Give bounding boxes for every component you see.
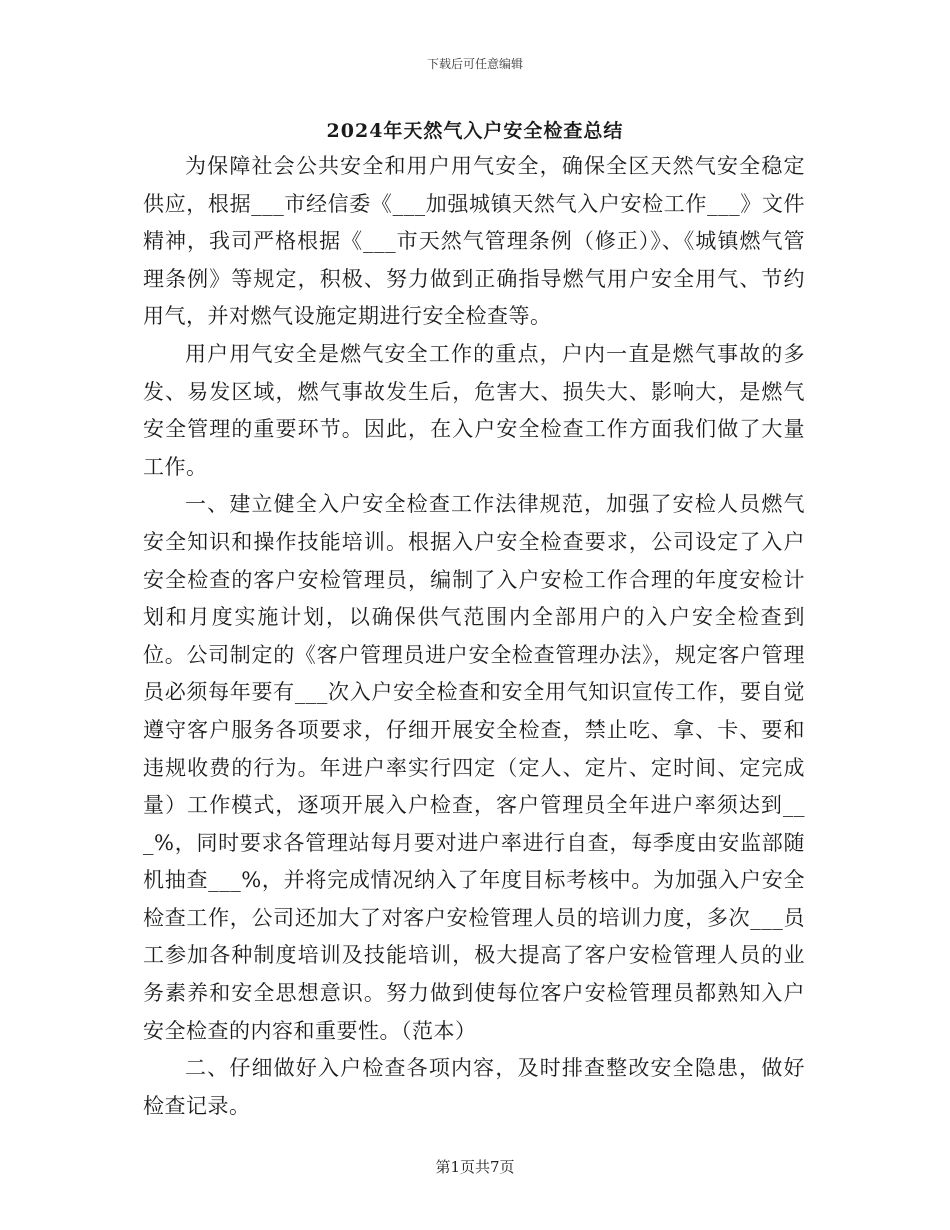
document-body <box>143 148 805 1125</box>
header-note: 下载后可任意编辑 <box>426 57 523 71</box>
paragraph-intro: 为保障社会公共安全和用户用气安全，确保全区天然气安全稳定供应，根据___市经信委《___加强城镇天然气入户安检工作___》文件精神，我司严格根据《___市天然气管理条例（修正）》、《城镇燃气管理条例》等规定，积极、努力做到正确指导燃气用户安全用气、节约用气，并对燃气设施定期进行安全检查等。 <box>143 154 805 329</box>
page-footer: 第1页共7页 <box>435 1158 515 1176</box>
paragraph-section-two: 二、仔细做好入户检查各项内容，及时排查整改安全隐患，做好检查记录。 <box>143 1056 805 1118</box>
document-title: 2024年天然气入户安全检查总结 <box>326 120 624 142</box>
paragraph-user-safety: 用户用气安全是燃气安全工作的重点，户内一直是燃气事故的多发、易发区域，燃气事故发生后，危害大、损失大、影响大，是燃气安全管理的重要环节。因此，在入户安全检查工作方面我们做了大量工作。 <box>143 341 805 479</box>
paragraph-section-one: 一、建立健全入户安全检查工作法律规范，加强了安检人员燃气安全知识和操作技能培训。根据入户安全检查要求，公司设定了入户安全检查的客户安检管理员，编制了入户安检工作合理的年度安检计划和月度实施计划，以确保供气范围内全部用户的入户安全检查到位。公司制定的《客户管理员进户安全检查管理办法》，规定客户管理员必须每年要有___次入户安全检查和安全用气知识宣传工作，要自觉遵守客户服务各项要求，仔细开展安全检查，禁止吃、拿、卡、要和违规收费的行为。年进户率实行四定（定人、定片、定时间、定完成量）工作模式，逐项开展入户检查，客户管理员全年进户率须达到___%，同时要求各管理站每月要对进户率进行自查，每季度由安监部随机抽查___%，并将完成情况纳入了年度目标考核中。为加强入户安全检查工作，公司还加大了对客户安检管理人员的培训力度，多次___员工参加各种制度培训及技能培训，极大提高了客户安检管理人员的业务素养和安全思想意识。努力做到使每位客户安检管理员都熟知入户安全检查的内容和重要性。（范本） <box>143 492 805 1043</box>
